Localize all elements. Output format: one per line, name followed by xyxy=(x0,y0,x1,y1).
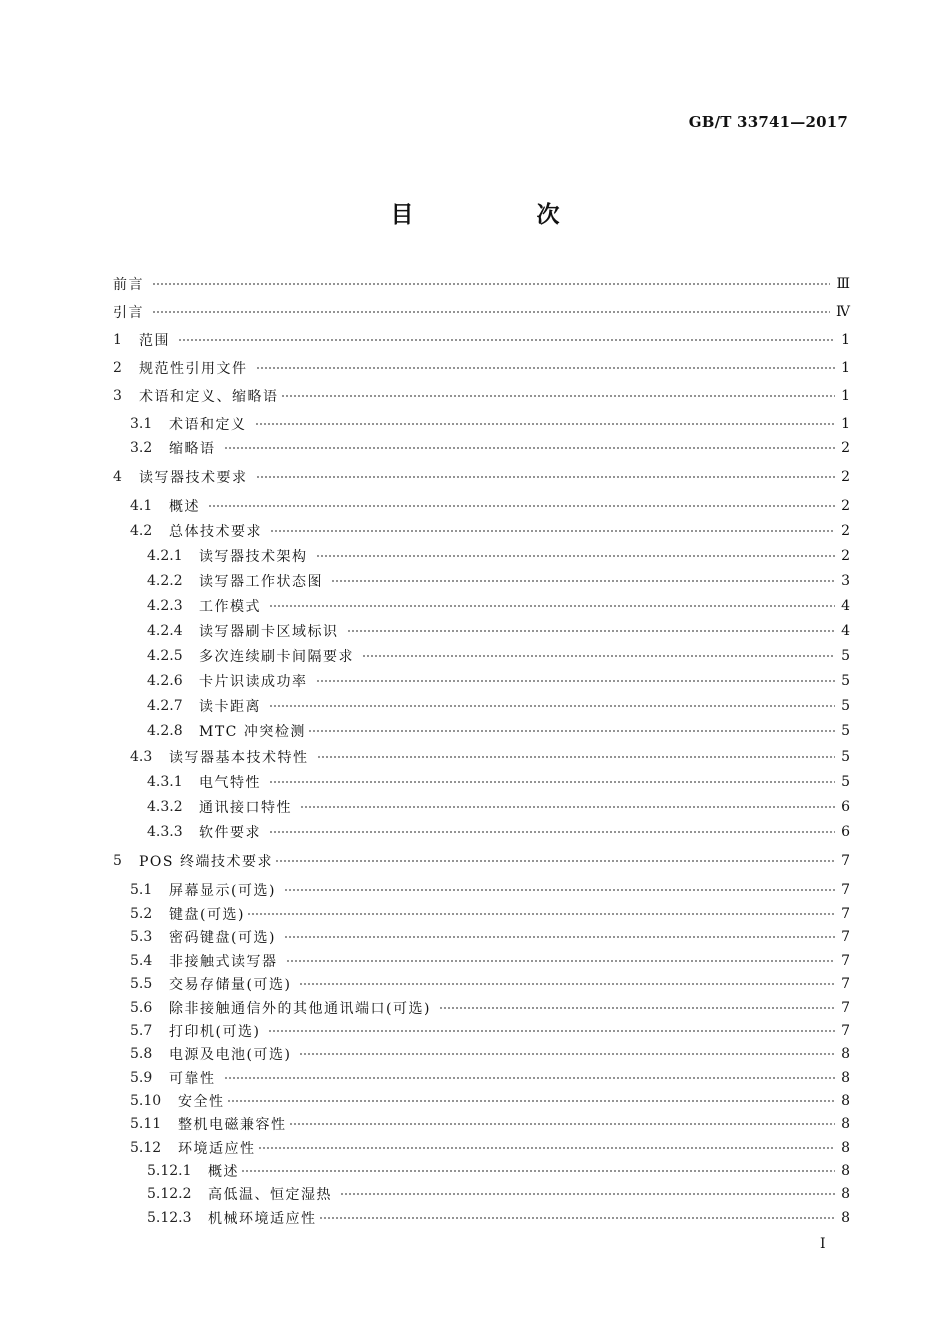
toc-entry-title: 读写器技术要求 xyxy=(139,470,248,486)
toc-entry-title: 打印机(可选) xyxy=(169,1024,261,1040)
toc-leader-dots xyxy=(289,1122,836,1126)
toc-entry-number: 5.6 xyxy=(130,1000,153,1016)
toc-entry-page: 5 xyxy=(841,774,850,790)
toc-entry-title: 读写器工作状态图 xyxy=(199,574,323,590)
toc-entry-title: 密码键盘(可选) xyxy=(169,930,276,946)
toc-leader-dots xyxy=(269,604,835,608)
toc-entry-title: 电源及电池(可选) xyxy=(169,1047,292,1063)
toc-entry-number: 5.10 xyxy=(130,1093,162,1109)
toc-leader-dots xyxy=(178,338,835,342)
toc-entry-page: 3 xyxy=(841,573,850,589)
toc-entry-page: 8 xyxy=(841,1163,850,1179)
toc-entry-page: Ⅲ xyxy=(836,276,850,292)
toc-entry-title: 卡片识读成功率 xyxy=(199,674,308,690)
toc-entry[interactable] xyxy=(130,1113,850,1135)
toc-entry-title: POS 终端技术要求 xyxy=(139,854,273,870)
toc-leader-dots xyxy=(227,1099,836,1103)
toc-entry[interactable] xyxy=(147,1160,850,1182)
toc-entry[interactable] xyxy=(130,997,850,1019)
toc-entry-title: 可靠性 xyxy=(169,1071,216,1087)
toc-entry-title: 电气特性 xyxy=(199,775,261,791)
toc-entry-page: 7 xyxy=(841,953,850,969)
toc-entry-number: 5 xyxy=(113,853,122,869)
toc-leader-dots xyxy=(258,1146,836,1150)
toc-entry-title: 通讯接口特性 xyxy=(199,800,292,816)
toc-entry-number: 5.8 xyxy=(130,1046,153,1062)
toc-entry-title: 屏幕显示(可选) xyxy=(169,883,276,899)
toc-leader-dots xyxy=(281,394,836,398)
toc-entry-number: 4 xyxy=(113,469,122,485)
toc-entry-page: 8 xyxy=(841,1116,850,1132)
toc-entry[interactable] xyxy=(147,720,850,742)
toc-entry-title: 概述 xyxy=(169,499,200,515)
toc-entry-number: 4.3 xyxy=(130,749,153,765)
toc-entry-title: 读卡距离 xyxy=(199,699,261,715)
page-folio: Ⅰ xyxy=(820,1236,826,1252)
toc-entry-page: 7 xyxy=(841,976,850,992)
toc-entry[interactable] xyxy=(130,520,850,542)
toc-leader-dots xyxy=(439,1006,835,1010)
toc-leader-dots xyxy=(316,554,836,558)
toc-entry[interactable] xyxy=(130,950,850,972)
toc-leader-dots xyxy=(299,982,835,986)
toc-leader-dots xyxy=(224,446,836,450)
toc-entry-title: 交易存储量(可选) xyxy=(169,977,292,993)
toc-entry-page: 7 xyxy=(841,1023,850,1039)
toc-entry[interactable] xyxy=(130,973,850,995)
toc-leader-dots xyxy=(255,422,836,426)
toc-entry-number: 5.12.2 xyxy=(147,1186,192,1202)
toc-entry[interactable] xyxy=(113,357,850,379)
toc-entry[interactable] xyxy=(130,903,850,925)
toc-leader-dots xyxy=(316,679,836,683)
toc-entry-title: 软件要求 xyxy=(199,825,261,841)
toc-entry[interactable] xyxy=(147,771,850,793)
toc-entry-title: 概述 xyxy=(208,1164,239,1180)
toc-entry-number: 5.7 xyxy=(130,1023,153,1039)
toc-entry-page: 1 xyxy=(841,388,850,404)
toc-entry-page: 5 xyxy=(841,749,850,765)
toc-entry-number: 5.2 xyxy=(130,906,153,922)
toc-entry-title: 键盘(可选) xyxy=(169,907,245,923)
toc-leader-dots xyxy=(300,805,835,809)
toc-entry-title: 术语和定义 xyxy=(169,417,247,433)
toc-entry[interactable] xyxy=(147,1207,850,1229)
toc-entry-page: 5 xyxy=(841,698,850,714)
toc-leader-dots xyxy=(256,475,836,479)
toc-entry-title: 非接触式读写器 xyxy=(169,954,278,970)
toc-entry-number: 4.2 xyxy=(130,523,153,539)
toc-entry-title: 工作模式 xyxy=(199,599,261,615)
toc-entry-page: 5 xyxy=(841,673,850,689)
toc-entry-page: 7 xyxy=(841,853,850,869)
toc-leader-dots xyxy=(256,366,836,370)
toc-entry-number: 3 xyxy=(113,388,122,404)
toc-entry-page: Ⅳ xyxy=(836,304,850,320)
toc-entry[interactable] xyxy=(147,695,850,717)
toc-entry[interactable] xyxy=(147,821,850,843)
toc-leader-dots xyxy=(286,959,836,963)
toc-entry-number: 4.3.1 xyxy=(147,774,183,790)
toc-entry-number: 4.2.3 xyxy=(147,598,183,614)
toc-entry[interactable] xyxy=(130,1090,850,1112)
toc-entry-page: 8 xyxy=(841,1046,850,1062)
toc-entry[interactable] xyxy=(130,1020,850,1042)
toc-entry-number: 1 xyxy=(113,332,122,348)
toc-entry-page: 7 xyxy=(841,1000,850,1016)
toc-entry-title: 术语和定义、缩略语 xyxy=(139,389,279,405)
toc-leader-dots xyxy=(247,912,835,916)
toc-entry-number: 2 xyxy=(113,360,122,376)
toc-leader-dots xyxy=(268,1029,835,1033)
toc-entry-page: 8 xyxy=(841,1140,850,1156)
toc-entry-title: 引言 xyxy=(113,305,144,321)
toc-entry-title: 读写器基本技术特性 xyxy=(169,750,309,766)
toc-entry[interactable] xyxy=(130,926,850,948)
toc-entry-title: 多次连续刷卡间隔要求 xyxy=(199,649,354,665)
toc-entry[interactable] xyxy=(147,620,850,642)
toc-entry-page: 4 xyxy=(841,598,850,614)
toc-entry-title: 机械环境适应性 xyxy=(208,1211,317,1227)
toc-leader-dots xyxy=(152,310,830,314)
toc-entry[interactable] xyxy=(130,437,850,459)
toc-entry-number: 4.2.4 xyxy=(147,623,183,639)
toc-entry-title: 总体技术要求 xyxy=(169,524,262,540)
toc-entry-page: 2 xyxy=(841,469,850,485)
toc-leader-dots xyxy=(269,780,835,784)
toc-entry-page: 5 xyxy=(841,723,850,739)
toc-entry-number: 5.4 xyxy=(130,953,153,969)
toc-entry-page: 4 xyxy=(841,623,850,639)
toc-entry[interactable] xyxy=(113,466,850,488)
toc-entry-title: 范围 xyxy=(139,333,170,349)
toc-entry-number: 5.9 xyxy=(130,1070,153,1086)
toc-entry-number: 5.12.3 xyxy=(147,1210,192,1226)
toc-entry-page: 7 xyxy=(841,906,850,922)
toc-entry-number: 5.12 xyxy=(130,1140,162,1156)
toc-entry-page: 1 xyxy=(841,360,850,376)
toc-entry-page: 8 xyxy=(841,1093,850,1109)
toc-leader-dots xyxy=(224,1076,836,1080)
toc-leader-dots xyxy=(208,504,835,508)
toc-entry-title: 高低温、恒定湿热 xyxy=(208,1187,332,1203)
toc-entry[interactable] xyxy=(130,1137,850,1159)
toc-entry[interactable] xyxy=(130,1043,850,1065)
standard-code: GB/T 33741—2017 xyxy=(688,113,848,131)
toc-leader-dots xyxy=(347,629,836,633)
toc-entry-number: 3.2 xyxy=(130,440,153,456)
toc-leader-dots xyxy=(152,282,830,286)
toc-leader-dots xyxy=(299,1052,835,1056)
toc-entry[interactable] xyxy=(147,645,850,667)
toc-leader-dots xyxy=(340,1192,835,1196)
toc-entry[interactable] xyxy=(147,545,850,567)
toc-leader-dots xyxy=(284,888,835,892)
toc-entry-number: 5.3 xyxy=(130,929,153,945)
toc-entry[interactable] xyxy=(113,385,850,407)
toc-entry-title: 前言 xyxy=(113,277,144,293)
toc-entry-title: MTC 冲突检测 xyxy=(199,724,306,740)
toc-entry-page: 5 xyxy=(841,648,850,664)
toc-entry[interactable] xyxy=(113,301,850,323)
toc-entry-page: 1 xyxy=(841,332,850,348)
toc-leader-dots xyxy=(362,654,835,658)
toc-leader-dots xyxy=(284,935,835,939)
toc-entry-page: 8 xyxy=(841,1070,850,1086)
toc-entry[interactable] xyxy=(147,595,850,617)
toc-entry[interactable] xyxy=(113,850,850,872)
toc-leader-dots xyxy=(270,529,835,533)
toc-entry-number: 4.2.6 xyxy=(147,673,183,689)
toc-entry-number: 4.3.2 xyxy=(147,799,183,815)
toc-entry-title: 读写器刷卡区域标识 xyxy=(199,624,339,640)
toc-entry-number: 4.3.3 xyxy=(147,824,183,840)
toc-entry[interactable] xyxy=(147,796,850,818)
toc-entry[interactable] xyxy=(130,1067,850,1089)
toc-entry[interactable] xyxy=(130,413,850,435)
toc-leader-dots xyxy=(241,1169,835,1173)
toc-entry[interactable] xyxy=(130,495,850,517)
toc-entry-title: 安全性 xyxy=(178,1094,225,1110)
toc-entry-number: 4.2.5 xyxy=(147,648,183,664)
toc-entry-page: 7 xyxy=(841,929,850,945)
toc-entry-page: 8 xyxy=(841,1186,850,1202)
toc-entry-number: 5.11 xyxy=(130,1116,162,1132)
toc-entry-page: 2 xyxy=(841,523,850,539)
toc-entry[interactable] xyxy=(113,273,850,295)
toc-entry-title: 规范性引用文件 xyxy=(139,361,248,377)
toc-entry-title: 环境适应性 xyxy=(178,1141,256,1157)
toc-entry-title: 除非接触通信外的其他通讯端口(可选) xyxy=(169,1001,431,1017)
toc-entry-number: 5.12.1 xyxy=(147,1163,192,1179)
toc-entry[interactable] xyxy=(113,329,850,351)
toc-entry-page: 6 xyxy=(841,799,850,815)
toc-entry[interactable] xyxy=(147,1183,850,1205)
toc-entry-number: 5.1 xyxy=(130,882,153,898)
toc-leader-dots xyxy=(269,704,835,708)
toc-entry-number: 4.1 xyxy=(130,498,153,514)
toc-leader-dots xyxy=(269,830,835,834)
toc-entry-title: 整机电磁兼容性 xyxy=(178,1117,287,1133)
toc-entry-number: 4.2.7 xyxy=(147,698,183,714)
toc-entry[interactable] xyxy=(130,746,850,768)
toc-leader-dots xyxy=(308,729,835,733)
toc-entry-number: 4.2.8 xyxy=(147,723,183,739)
toc-entry[interactable] xyxy=(147,570,850,592)
toc-entry-number: 3.1 xyxy=(130,416,153,432)
toc-entry-page: 7 xyxy=(841,882,850,898)
toc-entry-page: 2 xyxy=(841,498,850,514)
toc-entry-page: 8 xyxy=(841,1210,850,1226)
toc-leader-dots xyxy=(319,1216,836,1220)
toc-entry-number: 5.5 xyxy=(130,976,153,992)
toc-entry-page: 6 xyxy=(841,824,850,840)
toc-entry-number: 4.2.1 xyxy=(147,548,183,564)
toc-entry-number: 4.2.2 xyxy=(147,573,183,589)
toc-entry-title: 读写器技术架构 xyxy=(199,549,308,565)
toc-entry[interactable] xyxy=(147,670,850,692)
toc-entry-title: 缩略语 xyxy=(169,441,216,457)
toc-entry-page: 2 xyxy=(841,548,850,564)
toc-leader-dots xyxy=(317,755,836,759)
page-title: 目 次 xyxy=(390,202,610,228)
toc-leader-dots xyxy=(331,579,835,583)
toc-leader-dots xyxy=(275,859,835,863)
toc-entry[interactable] xyxy=(130,879,850,901)
toc-entry-page: 1 xyxy=(841,416,850,432)
toc-entry-page: 2 xyxy=(841,440,850,456)
